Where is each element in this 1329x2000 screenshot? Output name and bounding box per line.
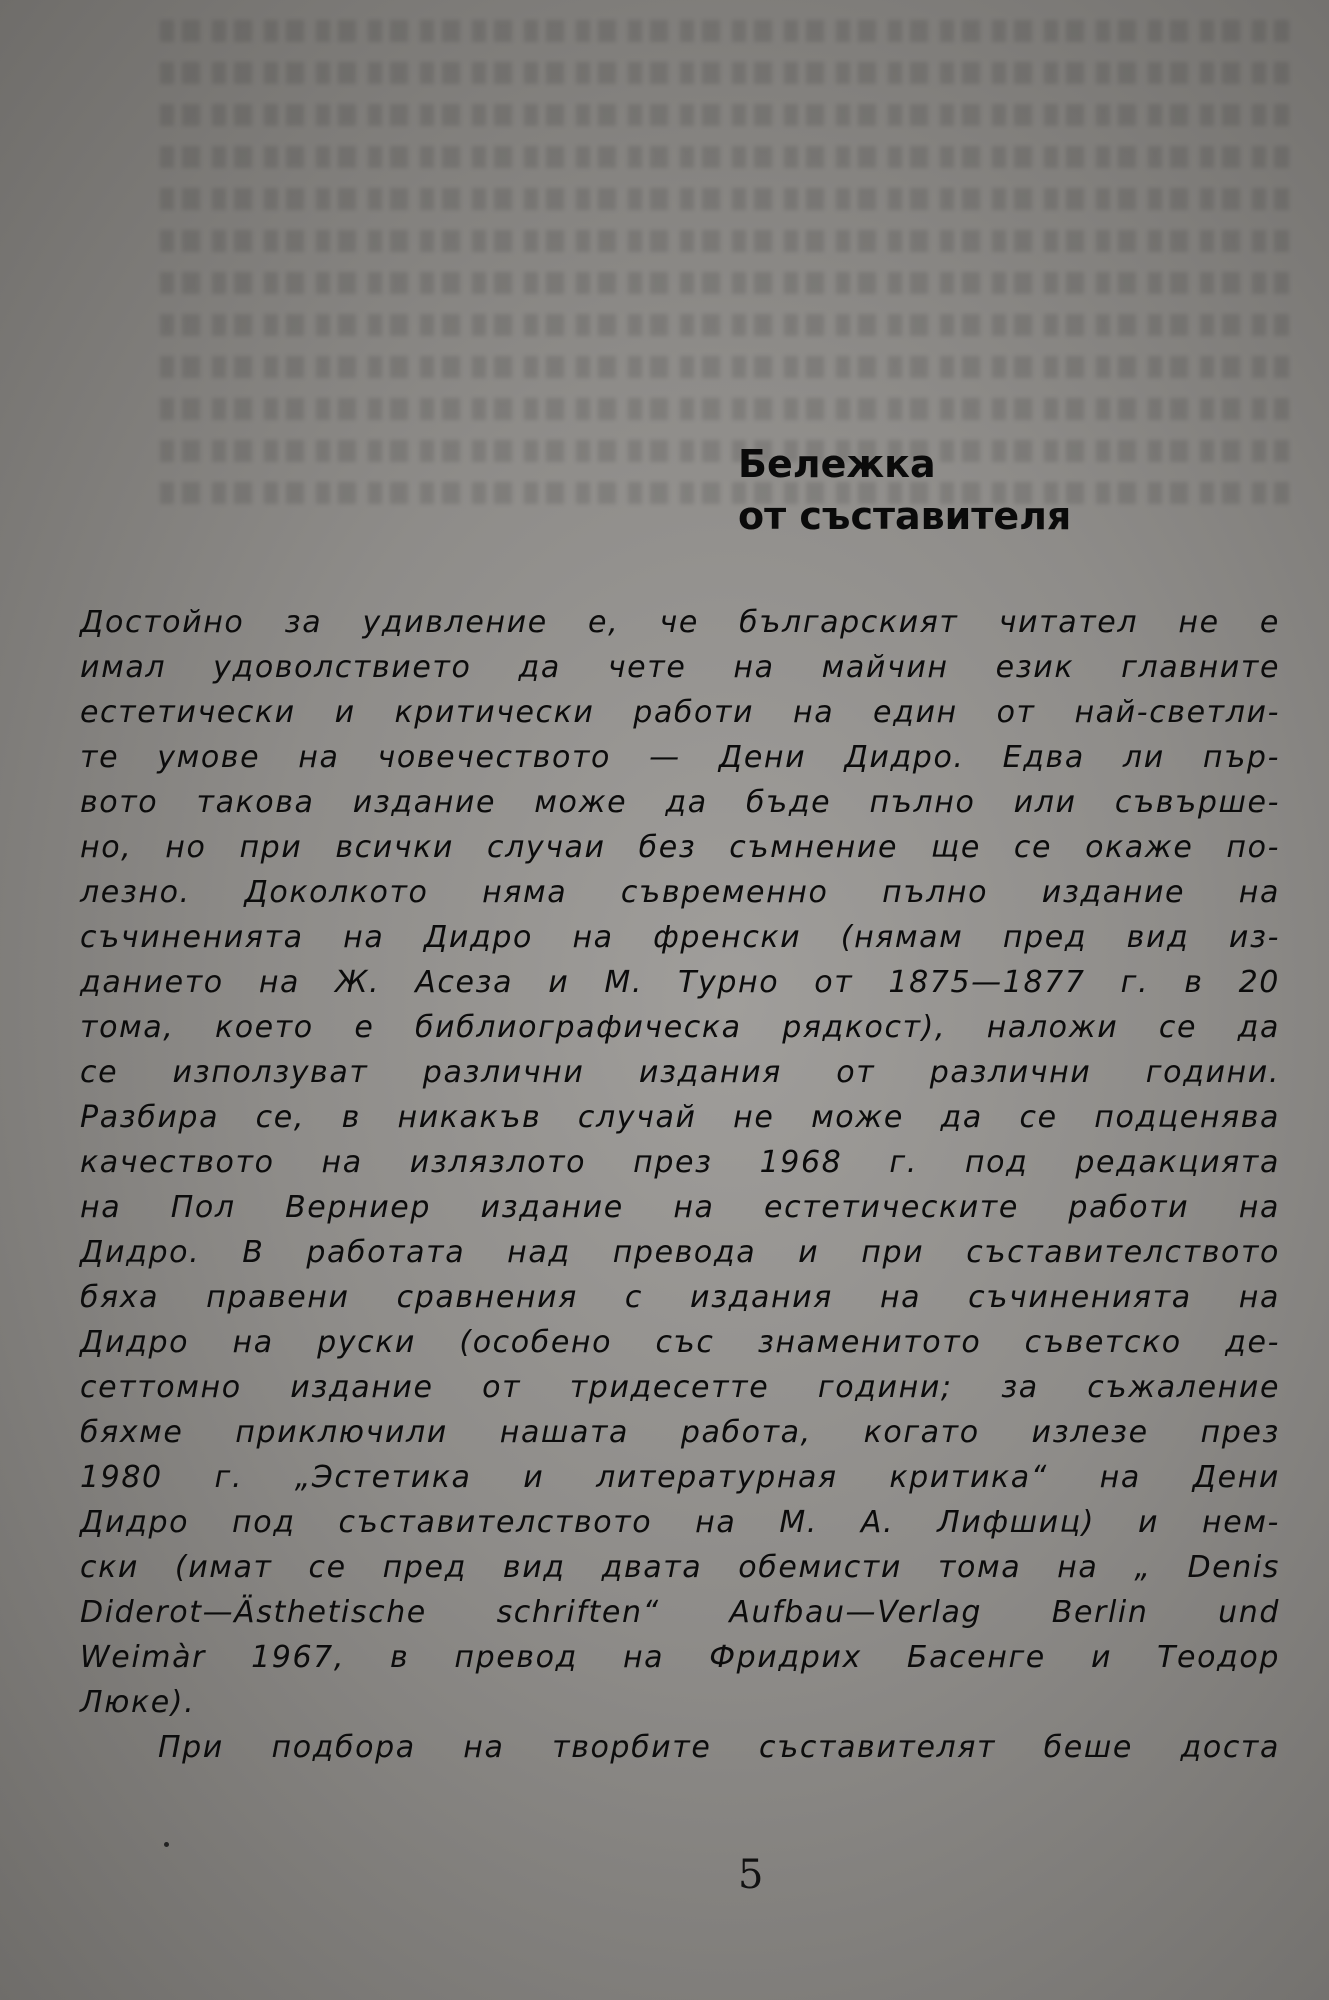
text-line: естетически и критически работи на един от най-светли- xyxy=(80,695,1280,730)
text-line: бяхме приключили нашата работа, когато излезе през xyxy=(80,1415,1280,1450)
text-line: бяха правени сравнения с издания на съчиненията на xyxy=(80,1280,1280,1315)
text-line: но, но при всички случаи без съмнение ще се окаже по- xyxy=(80,830,1280,865)
text-line: съчиненията на Дидро на френски (нямам пред вид из- xyxy=(80,920,1280,955)
text-line: на Пол Верниер издание на естетическите работи на xyxy=(80,1190,1280,1225)
text-line: те умове на човечеството — Дени Дидро. Едва ли пър- xyxy=(80,740,1280,775)
text-line: Diderot—Ästhetische schriften“ Aufbau—Verlag Berlin und xyxy=(80,1595,1280,1630)
text-line: Люкe). xyxy=(80,1685,196,1720)
page-number: 5 xyxy=(738,1852,764,1898)
text-line: Достойно за удивление е, че българският читател не е xyxy=(80,605,1280,640)
text-line: ски (имат се пред вид двата обемисти тома на „ Denis xyxy=(80,1550,1280,1585)
text-line: сеттомно издание от тридесетте години; за съжаление xyxy=(80,1370,1280,1405)
heading-line-1: Бележка xyxy=(738,442,936,486)
text-line: имал удоволствието да чете на майчин език главните xyxy=(80,650,1280,685)
text-line: 1980 г. „Эстетика и литературная критика“ на Дени xyxy=(80,1460,1280,1495)
text-line: Weimàr 1967, в превод на Фридрих Басенге и Теодор xyxy=(80,1640,1280,1675)
text-line: Дидро. В работата над превода и при съставителството xyxy=(80,1235,1280,1270)
paper-speck xyxy=(164,1842,169,1847)
heading-line-2: от съставителя xyxy=(738,494,1072,538)
bleed-through-text xyxy=(0,0,1329,620)
text-line: тома, което е библиографическа рядкост), наложи се да xyxy=(80,1010,1280,1045)
text-line: лезно. Доколкото няма съвременно пълно издание на xyxy=(80,875,1280,910)
text-line: се използуват различни издания от различни години. xyxy=(80,1055,1280,1090)
text-line: Разбира се, в никакъв случай не може да се подценява xyxy=(80,1100,1280,1135)
text-line-indented: При подбора на творбите съставителят беше доста xyxy=(158,1730,1280,1765)
body-paragraph xyxy=(80,600,1280,1770)
text-line: качеството на излязлото през 1968 г. под редакцията xyxy=(80,1145,1280,1180)
text-line: данието на Ж. Асеза и М. Турно от 1875—1877 г. в 20 xyxy=(80,965,1280,1000)
text-line: Дидро на руски (особено със знаменитото съветско де- xyxy=(80,1325,1280,1360)
page-heading xyxy=(738,438,1071,542)
text-line: вото такова издание може да бъде пълно или съвършe- xyxy=(80,785,1280,820)
text-line: Дидро под съставителството на М. А. Лифшиц) и нем- xyxy=(80,1505,1280,1540)
